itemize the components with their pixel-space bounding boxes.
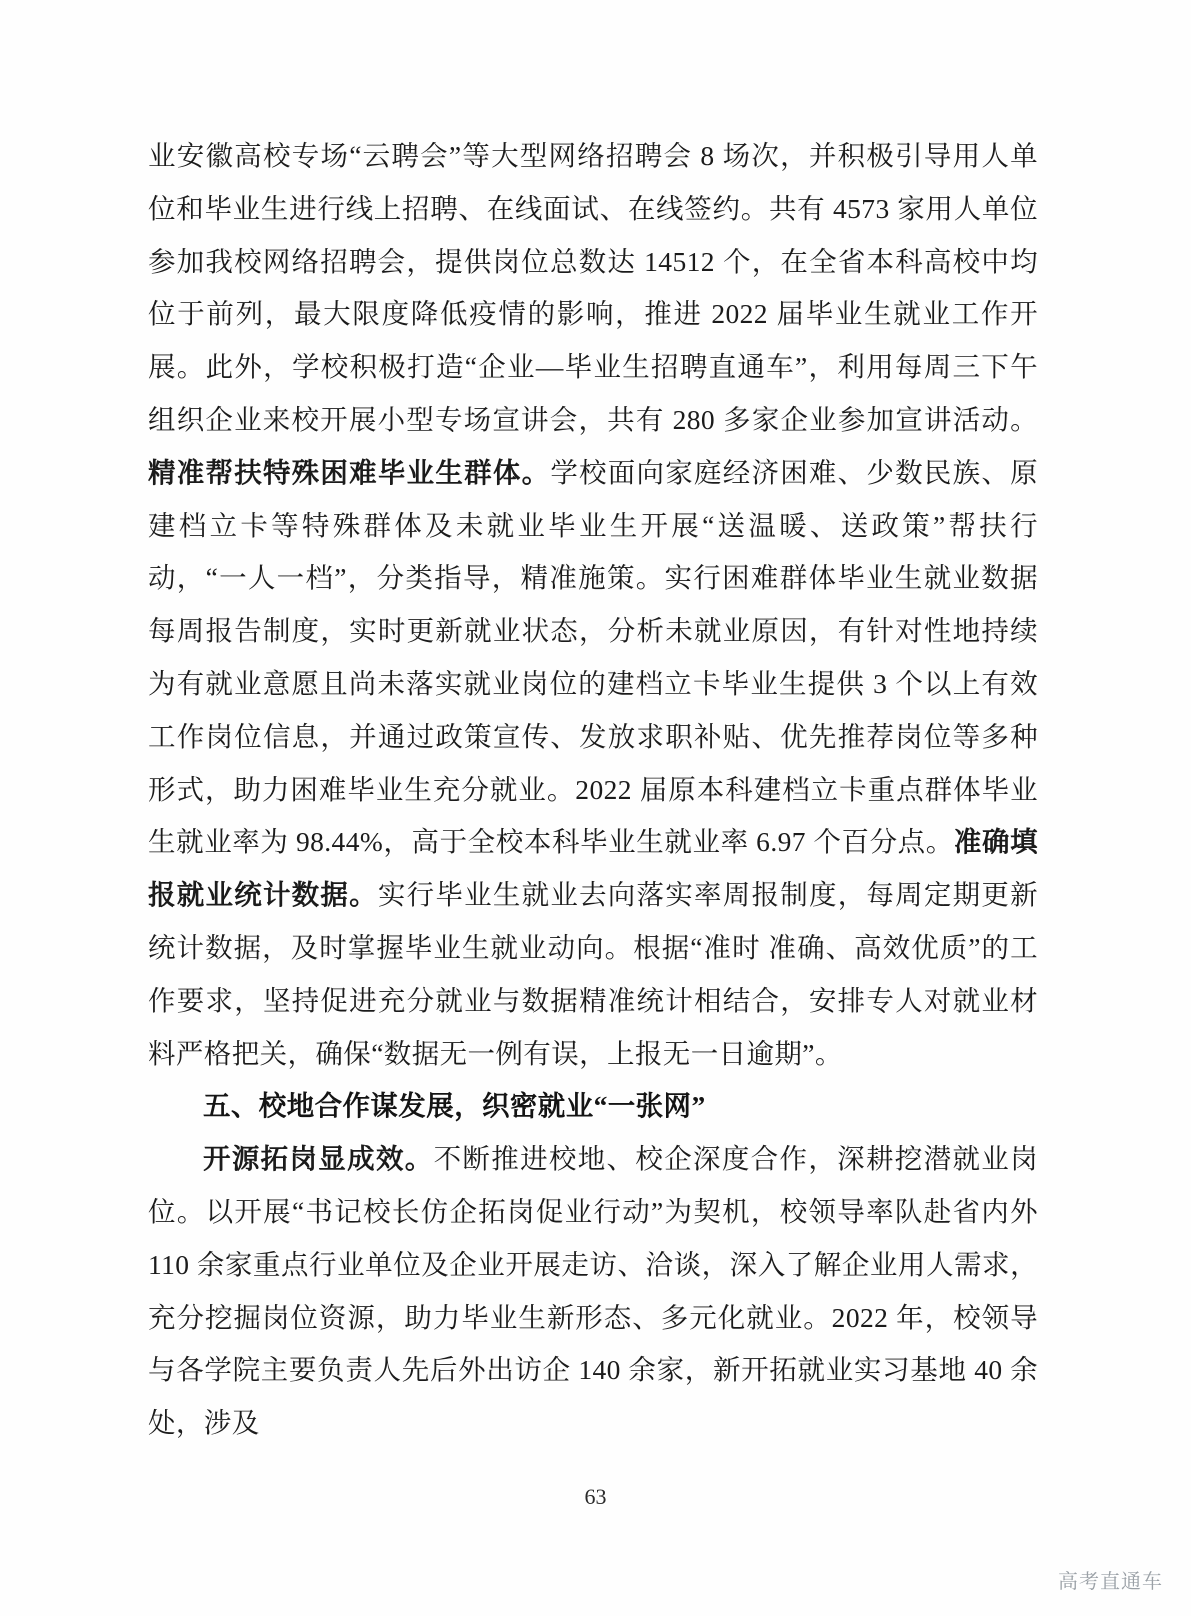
paragraph-continuation xyxy=(148,130,1038,1080)
text-run-bold-job-expansion: 开源拓岗显成效。 xyxy=(203,1143,434,1175)
paragraph-job-expansion xyxy=(148,1133,1038,1450)
watermark-label: 高考直通车 xyxy=(1058,1571,1163,1593)
text-run: 业安徽高校专场“云聘会”等大型网络招聘会 8 场次，并积极引导用人单位和毕业生进行线上招聘、在线面试、在线签约。共有 4573 家用人单位参加我校网络招聘会，提供岗位总数达 14512 个，在全省本科高校中均位于前列，最大限度降低疫情的影响，推进 2022 届毕业生就业工作开展。此外，学校积极打造“企业—毕业生招聘直通车”，利用每周三下午组织企业来校开展小型专场宣讲会，共有 280 多家企业参加宣讲活动。 xyxy=(148,140,1038,435)
page-content xyxy=(148,130,1038,1450)
text-run: 实行毕业生就业去向落实率周报制度，每周定期更新统计数据，及时掌握毕业生就业动向。根据“准时 准确、高效优质”的工作要求，坚持促进充分就业与数据精准统计相结合，安排专人对就业材料严格把关，确保“数据无一例有误，上报无一日逾期”。 xyxy=(148,879,1039,1069)
page-number: 63 xyxy=(584,1484,607,1509)
section-heading-five: 五、校地合作谋发展，织密就业“一张网” xyxy=(203,1090,706,1122)
text-run-bold-precise-support: 精准帮扶特殊困难毕业生群体。 xyxy=(148,456,551,488)
text-run: 不断推进校地、校企深度合作，深耕挖潜就业岗位。以开展“书记校长仿企拓岗促业行动”为契机，校领导率队赴省内外 110 余家重点行业单位及企业开展走访、洽谈，深入了解企业用人需求，充分挖掘岗位资源，助力毕业生新形态、多元化就业。2022 年，校领导与各学院主要负责人先后外出访企 140 余家，新开拓就业实习基地 40 余处，涉及 xyxy=(148,1143,1039,1439)
text-run: 学校面向家庭经济困难、少数民族、原建档立卡等特殊群体及未就业毕业生开展“送温暖、送政策”帮扶行动，“一人一档”，分类指导，精准施策。实行困难群体毕业生就业数据每周报告制度，实时更新就业状态，分析未就业原因，有针对性地持续为有就业意愿且尚未落实就业岗位的建档立卡毕业生提供 3 个以上有效工作岗位信息，并通过政策宣传、发放求职补贴、优先推荐岗位等多种形式，助力困难毕业生充分就业。2022 届原本科建档立卡重点群体毕业生就业率为 98.44%，高于全校本科毕业生就业率 6.97 个百分点。 xyxy=(148,456,1038,858)
text-run-bold-accurate-reporting: 准确填报就业统计数据。 xyxy=(148,826,1038,911)
